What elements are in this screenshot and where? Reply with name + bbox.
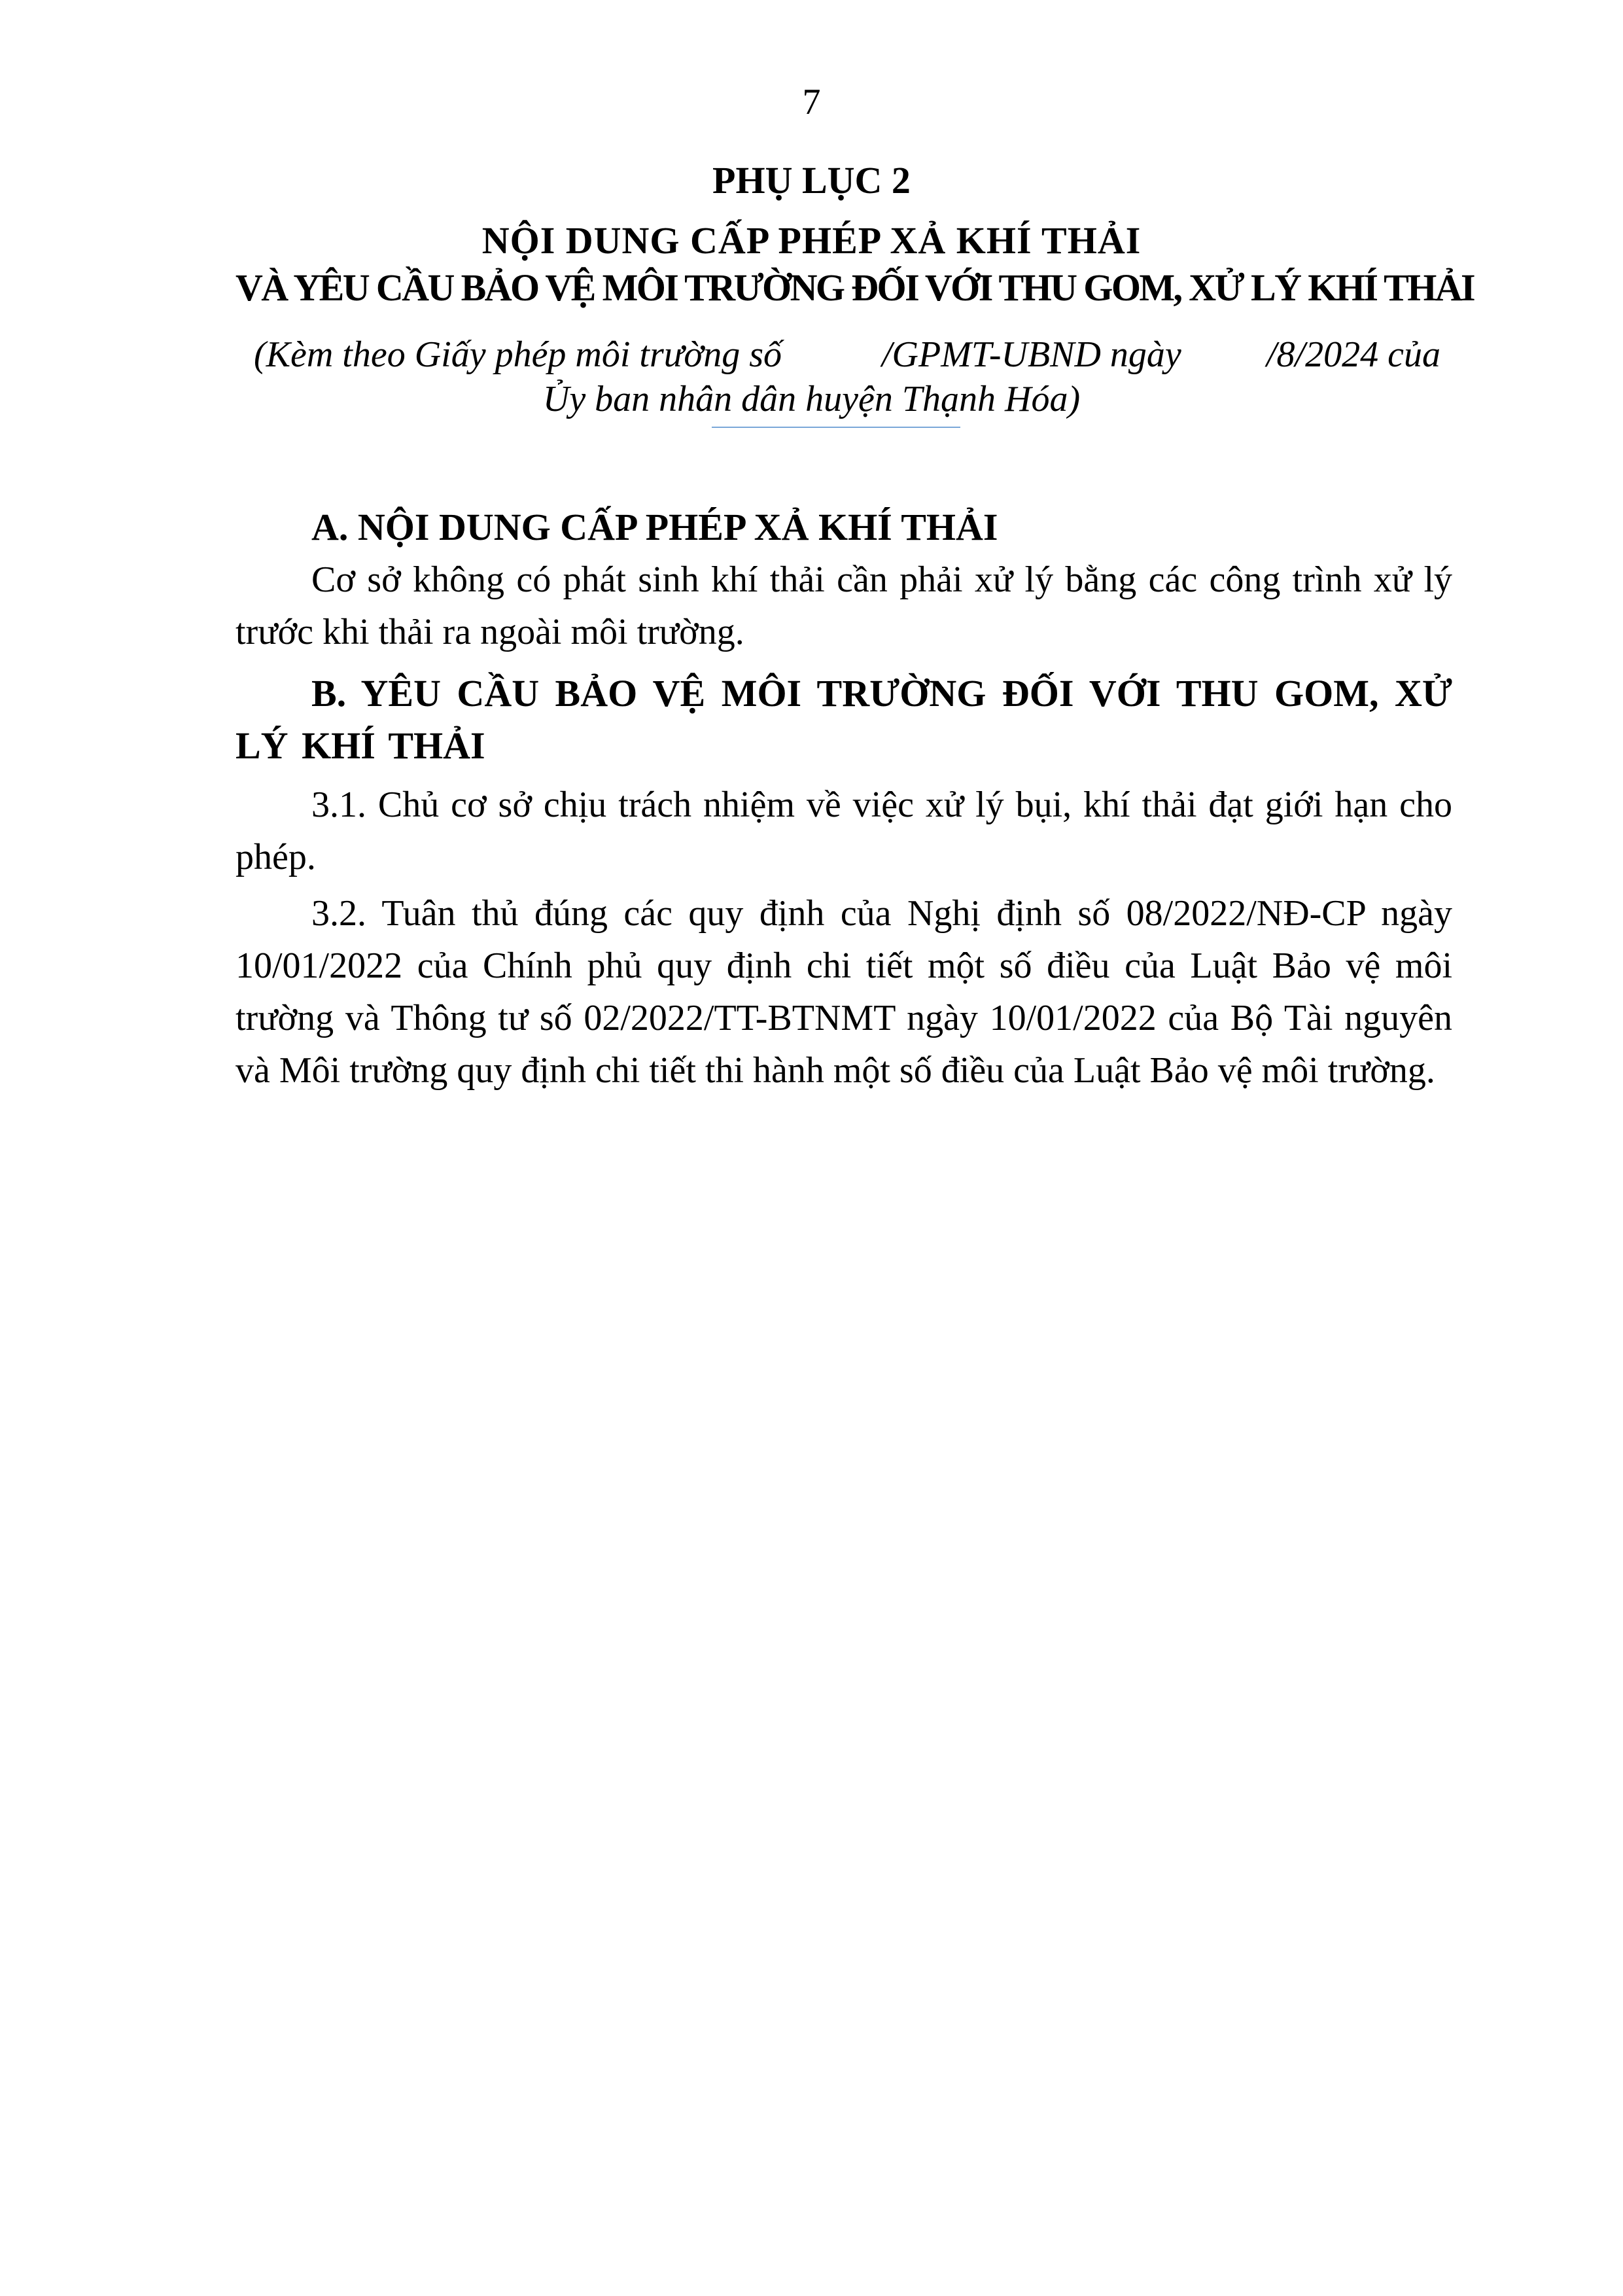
item-3-2-paragraph xyxy=(236,887,1452,1097)
item-3-2-text: 3.2. Tuân thủ đúng các quy định của Nghị định số 08/2022/NĐ-CP ngày 10/01/2022 của Chính phủ quy định chi tiết một số điều của Luật Bảo vệ môi trường và Thông tư số 02/2022/TT-BTNMT ngày 10/01/2022 của Bộ Tài nguyên và Môi trường quy định chi tiết thi hành một số điều của Luật Bảo vệ môi trường. xyxy=(236,893,1452,1091)
appendix-title: PHỤ LỤC 2 xyxy=(712,159,911,202)
item-3-1-text: 3.1. Chủ cơ sở chịu trách nhiệm về việc xử lý bụi, khí thải đạt giới hạn cho phép. xyxy=(236,785,1452,877)
attachment-note-line-2: Ủy ban nhân dân huyện Thạnh Hóa) xyxy=(542,379,1081,419)
document-heading-line-2: VÀ YÊU CẦU BẢO VỆ MÔI TRƯỜNG ĐỐI VỚI THU GOM, XỬ LÝ KHÍ THẢI xyxy=(236,266,1475,309)
attachment-note-part-1: (Kèm theo Giấy phép môi trường số xyxy=(254,334,782,375)
attachment-note-part-3: /8/2024 của xyxy=(1266,334,1440,375)
section-b-heading: B. YÊU CẦU BẢO VỆ MÔI TRƯỜNG ĐỐI VỚI THU GOM, XỬ LÝ KHÍ THẢI xyxy=(236,672,1452,767)
section-a-paragraph xyxy=(236,554,1452,658)
page-number: 7 xyxy=(802,82,821,122)
document-heading-line-1: NỘI DUNG CẤP PHÉP XẢ KHÍ THẢI xyxy=(481,219,1142,262)
section-a-body: Cơ sở không có phát sinh khí thải cần phải xử lý bằng các công trình xử lý trước khi thải ra ngoài môi trường. xyxy=(236,559,1452,652)
attachment-note-part-2: /GPMT-UBND ngày xyxy=(882,334,1181,375)
section-a-heading: A. NỘI DUNG CẤP PHÉP XẢ KHÍ THẢI xyxy=(311,506,998,548)
section-b-heading-block xyxy=(236,667,1452,772)
decorative-rule xyxy=(712,427,960,428)
item-3-1-paragraph xyxy=(236,779,1452,883)
